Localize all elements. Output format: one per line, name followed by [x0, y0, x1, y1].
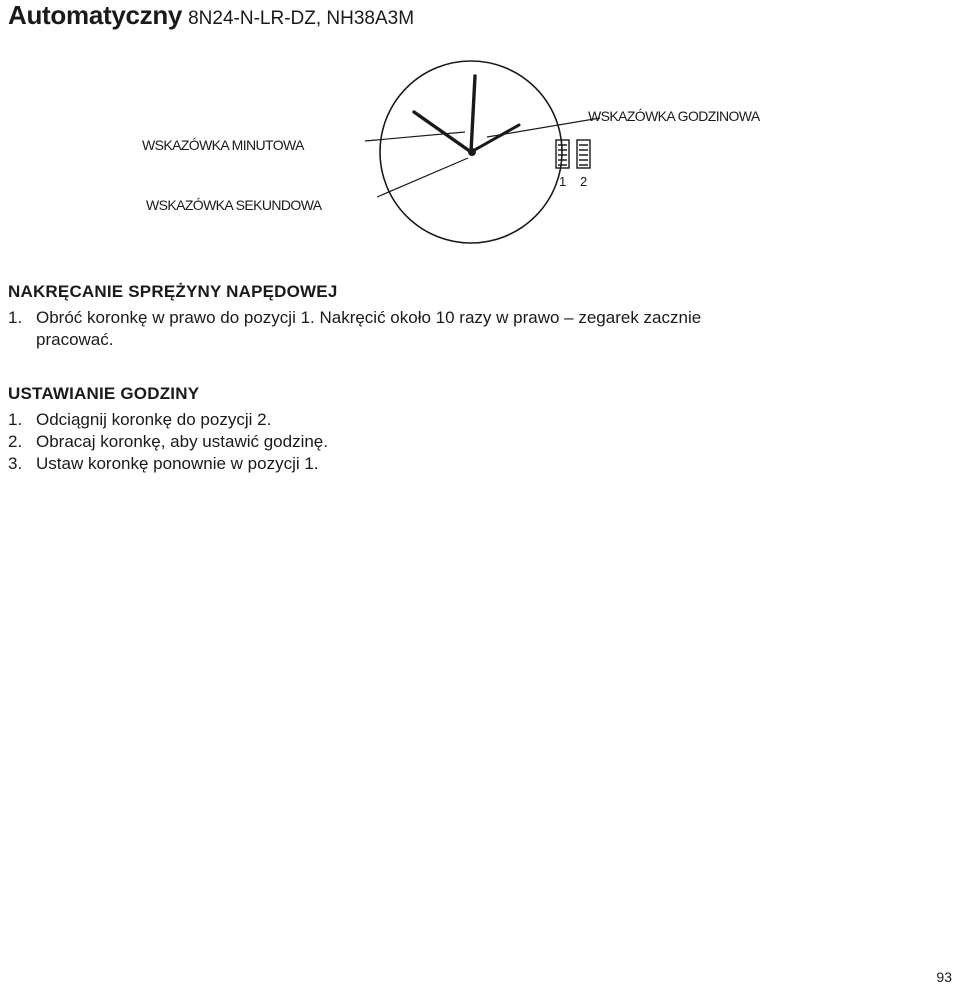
step-number: 1. [8, 410, 23, 429]
center-pin [468, 148, 476, 156]
minute-hand-label: WSKAZÓWKA MINUTOWA [142, 137, 304, 153]
hour-hand-label: WSKAZÓWKA GODZINOWA [588, 108, 760, 124]
crown-position-2-icon [577, 140, 590, 168]
page-number: 93 [936, 969, 952, 985]
step-text: Obróć koronkę w prawo do pozycji 1. Nakręcić około 10 razy w prawo – zegarek zacznie [36, 308, 702, 327]
setting-section [8, 384, 940, 475]
winding-section [8, 282, 940, 351]
step-number: 3. [8, 454, 23, 473]
model-number: 8N24-N-LR-DZ, NH38A3M [188, 8, 415, 29]
step-text: Odciągnij koronkę do pozycji 2. [36, 410, 272, 429]
winding-step [8, 307, 940, 351]
setting-step [8, 409, 940, 431]
step-text: Ustaw koronkę ponownie w pozycji 1. [36, 454, 319, 473]
second-hand-label: WSKAZÓWKA SEKUNDOWA [146, 197, 322, 213]
setting-step [8, 453, 940, 475]
minute-hand [471, 76, 475, 152]
crown-position-2-label: 2 [580, 174, 588, 189]
step-text-continued: pracować. [36, 330, 114, 349]
watch-diagram [0, 0, 960, 260]
leader-hour [487, 118, 600, 137]
step-text: Obracaj koronkę, aby ustawić godzinę. [36, 432, 328, 451]
winding-heading: NAKRĘCANIE SPRĘŻYNY NAPĘDOWEJ [8, 282, 338, 301]
crown-position-1-label: 1 [559, 174, 567, 189]
step-number: 2. [8, 432, 23, 451]
setting-heading: USTAWIANIE GODZINY [8, 384, 200, 403]
page-title: Automatyczny [8, 0, 183, 30]
second-hand [471, 125, 519, 152]
setting-step [8, 431, 940, 453]
leader-second [377, 158, 468, 197]
step-number: 1. [8, 308, 23, 327]
